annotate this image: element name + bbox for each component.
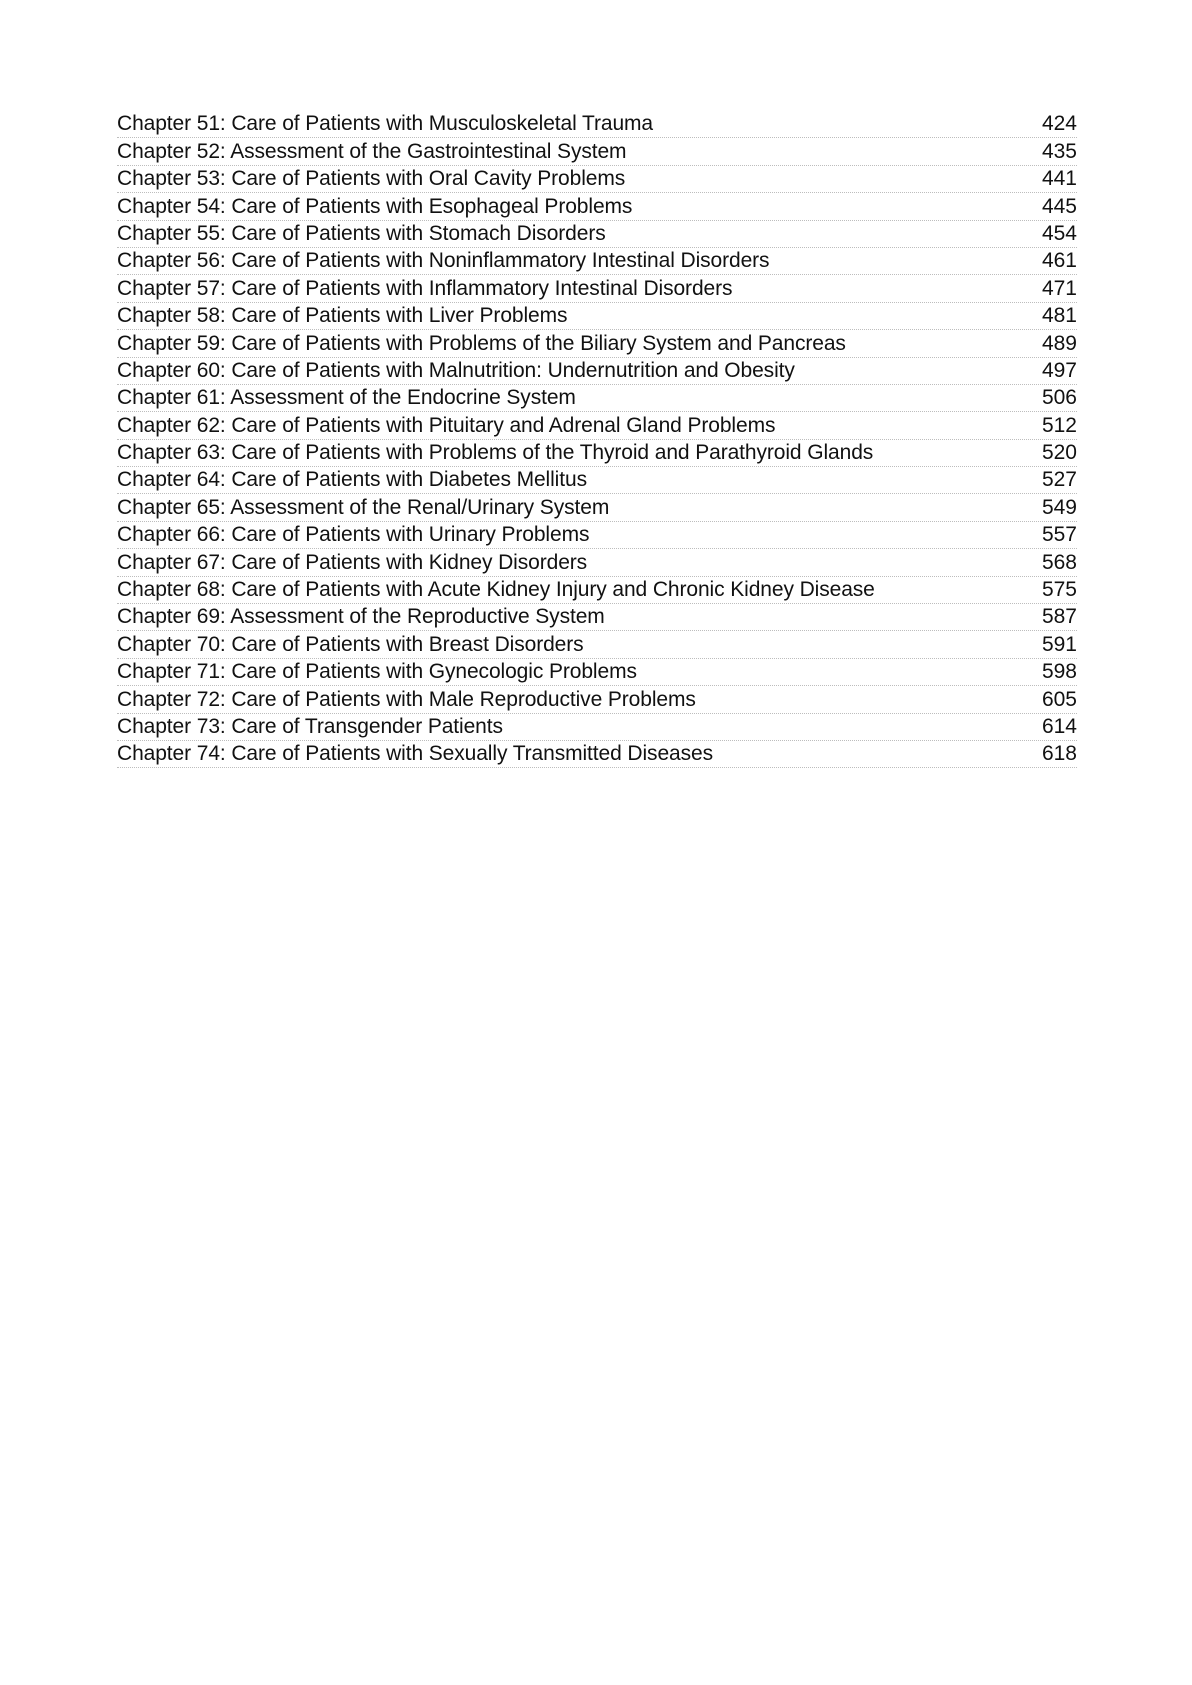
toc-entry-page-number: 557	[1041, 523, 1077, 547]
toc-entry-title: Chapter 54: Care of Patients with Esophageal Problems	[117, 194, 633, 218]
toc-entry-title: Chapter 57: Care of Patients with Inflammatory Intestinal Disorders	[117, 276, 733, 300]
toc-entry-chapter-73[interactable]	[117, 714, 1077, 741]
toc-entry-page-number: 568	[1041, 550, 1077, 574]
toc-entry-page-number: 520	[1041, 441, 1077, 465]
toc-entry-title: Chapter 71: Care of Patients with Gynecologic Problems	[117, 660, 637, 684]
toc-entry-title: Chapter 55: Care of Patients with Stomach Disorders	[117, 221, 606, 245]
toc-entry-title: Chapter 59: Care of Patients with Problems of the Biliary System and Pancreas	[117, 331, 846, 355]
toc-entry-title: Chapter 66: Care of Patients with Urinary Problems	[117, 523, 590, 547]
toc-entry-page-number: 587	[1041, 605, 1077, 629]
toc-entry-page-number: 424	[1041, 112, 1077, 136]
toc-entry-chapter-61[interactable]	[117, 385, 1077, 412]
toc-entry-page-number: 441	[1041, 167, 1077, 191]
toc-entry-page-number: 527	[1041, 468, 1077, 492]
toc-entry-chapter-62[interactable]	[117, 412, 1077, 439]
toc-entry-page-number: 598	[1041, 660, 1077, 684]
toc-entry-title: Chapter 58: Care of Patients with Liver Problems	[117, 304, 568, 328]
toc-entry-page-number: 506	[1041, 386, 1077, 410]
toc-entry-title: Chapter 60: Care of Patients with Malnutrition: Undernutrition and Obesity	[117, 358, 795, 382]
toc-entry-chapter-52[interactable]	[117, 138, 1077, 165]
toc-entry-chapter-58[interactable]	[117, 303, 1077, 330]
toc-entry-chapter-51[interactable]	[117, 111, 1077, 138]
toc-entry-chapter-74[interactable]	[117, 741, 1077, 768]
toc-entry-page-number: 512	[1041, 413, 1077, 437]
toc-entry-chapter-55[interactable]	[117, 221, 1077, 248]
toc-entry-page-number: 471	[1041, 276, 1077, 300]
toc-entry-title: Chapter 64: Care of Patients with Diabetes Mellitus	[117, 468, 587, 492]
toc-entry-chapter-60[interactable]	[117, 358, 1077, 385]
toc-entry-title: Chapter 52: Assessment of the Gastrointestinal System	[117, 139, 627, 163]
toc-entry-title: Chapter 72: Care of Patients with Male Reproductive Problems	[117, 687, 696, 711]
toc-entry-chapter-57[interactable]	[117, 275, 1077, 302]
toc-entry-chapter-67[interactable]	[117, 549, 1077, 576]
toc-entry-page-number: 497	[1041, 358, 1077, 382]
toc-entry-title: Chapter 70: Care of Patients with Breast Disorders	[117, 632, 584, 656]
toc-entry-chapter-71[interactable]	[117, 659, 1077, 686]
toc-entry-page-number: 591	[1041, 632, 1077, 656]
toc-entry-title: Chapter 63: Care of Patients with Problems of the Thyroid and Parathyroid Glands	[117, 441, 874, 465]
toc-entry-chapter-68[interactable]	[117, 577, 1077, 604]
toc-entry-title: Chapter 73: Care of Transgender Patients	[117, 714, 503, 738]
table-of-contents	[117, 111, 1077, 768]
toc-entry-title: Chapter 65: Assessment of the Renal/Urinary System	[117, 495, 610, 519]
toc-entry-page-number: 445	[1041, 194, 1077, 218]
toc-entry-chapter-54[interactable]	[117, 193, 1077, 220]
toc-entry-page-number: 454	[1041, 221, 1077, 245]
toc-entry-title: Chapter 61: Assessment of the Endocrine System	[117, 386, 576, 410]
toc-entry-title: Chapter 69: Assessment of the Reproductive System	[117, 605, 605, 629]
toc-entry-title: Chapter 51: Care of Patients with Musculoskeletal Trauma	[117, 112, 653, 136]
toc-entry-chapter-53[interactable]	[117, 166, 1077, 193]
toc-entry-title: Chapter 68: Care of Patients with Acute Kidney Injury and Chronic Kidney Disease	[117, 578, 875, 602]
toc-entry-page-number: 481	[1041, 304, 1077, 328]
toc-entry-page-number: 489	[1041, 331, 1077, 355]
toc-entry-page-number: 605	[1041, 687, 1077, 711]
toc-entry-chapter-66[interactable]	[117, 522, 1077, 549]
toc-entry-page-number: 461	[1041, 249, 1077, 273]
toc-entry-chapter-63[interactable]	[117, 440, 1077, 467]
toc-entry-chapter-72[interactable]	[117, 686, 1077, 713]
toc-entry-chapter-70[interactable]	[117, 631, 1077, 658]
toc-entry-chapter-64[interactable]	[117, 467, 1077, 494]
toc-entry-title: Chapter 56: Care of Patients with Noninflammatory Intestinal Disorders	[117, 249, 770, 273]
toc-entry-title: Chapter 67: Care of Patients with Kidney Disorders	[117, 550, 588, 574]
toc-entry-page-number: 614	[1041, 714, 1077, 738]
toc-entry-chapter-59[interactable]	[117, 330, 1077, 357]
toc-entry-chapter-65[interactable]	[117, 494, 1077, 521]
toc-entry-chapter-56[interactable]	[117, 248, 1077, 275]
toc-entry-page-number: 618	[1041, 742, 1077, 766]
toc-entry-page-number: 435	[1041, 139, 1077, 163]
toc-entry-title: Chapter 74: Care of Patients with Sexually Transmitted Diseases	[117, 742, 713, 766]
toc-entry-title: Chapter 62: Care of Patients with Pituitary and Adrenal Gland Problems	[117, 413, 776, 437]
toc-entry-page-number: 549	[1041, 495, 1077, 519]
toc-entry-chapter-69[interactable]	[117, 604, 1077, 631]
toc-entry-title: Chapter 53: Care of Patients with Oral Cavity Problems	[117, 167, 626, 191]
toc-entry-page-number: 575	[1041, 578, 1077, 602]
